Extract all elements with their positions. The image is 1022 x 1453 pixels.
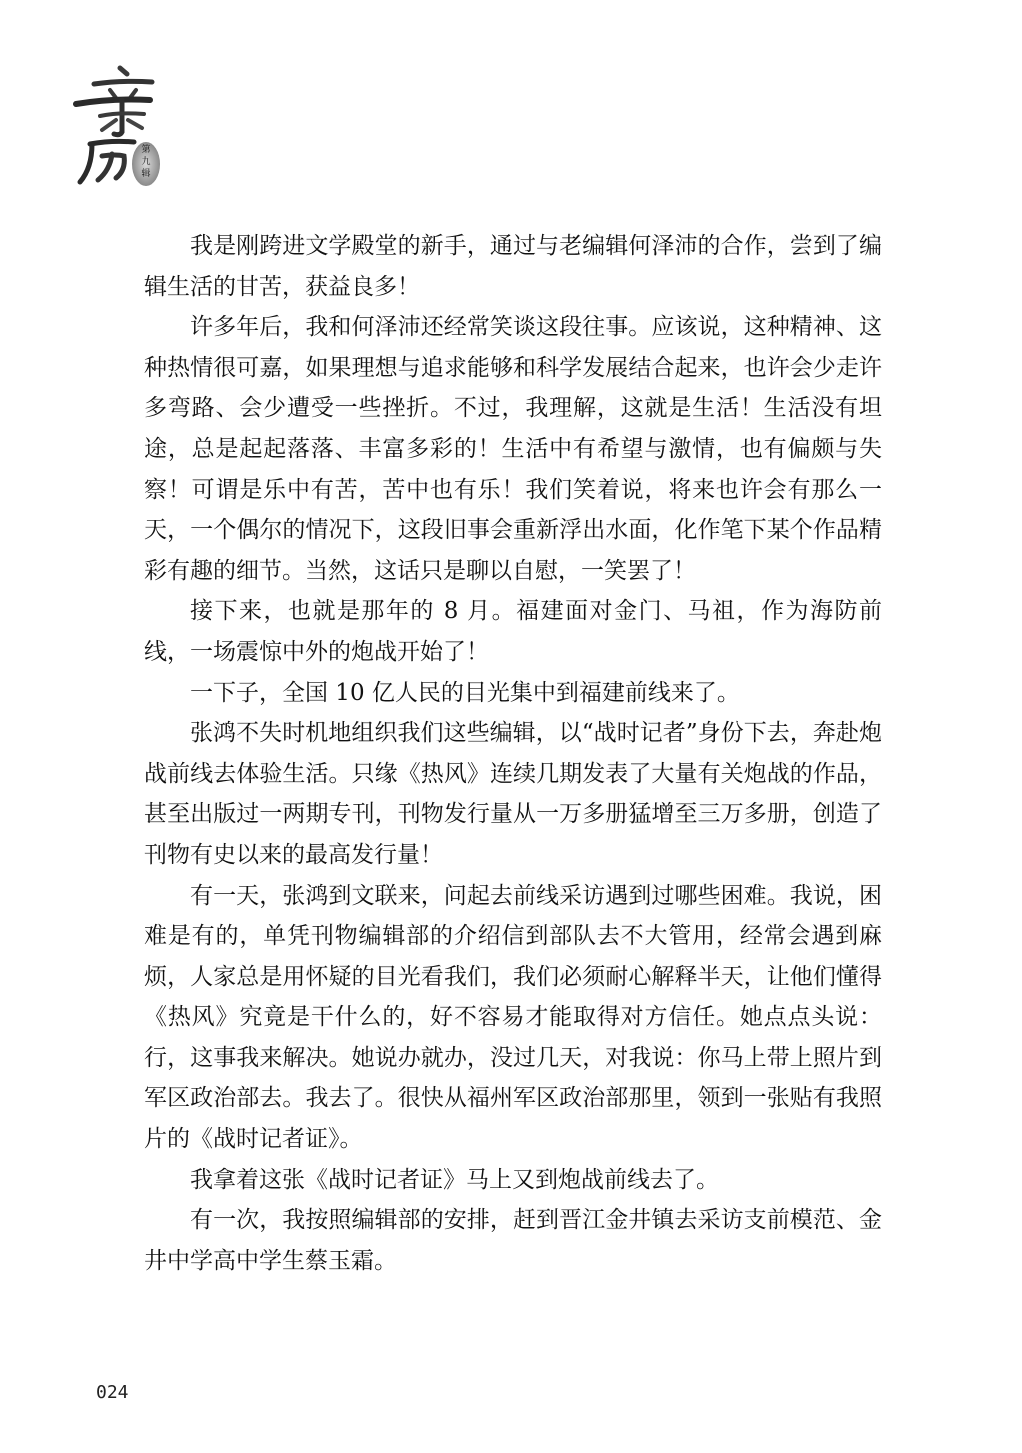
paragraph: 有一天，张鸿到文联来，问起去前线采访遇到过哪些困难。我说，困难是有的，单凭刊物编辑部的介绍信到部队去不大管用，经常会遇到麻烦，人家总是用怀疑的目光看我们，我们必须耐心解释半天，让他们懂得《热风》究竟是干什么的，好不容易才能取得对方信任。她点点头说：行，这事我来解决。她说办就办，没过几天，对我说：你马上带上照片到军区政治部去。我去了。很快从福州军区政治部那里，领到一张贴有我照片的《战时记者证》。 — [144, 882, 882, 1153]
book-logo-mark — [72, 60, 172, 190]
book-logo — [72, 60, 172, 190]
svg-text:辑: 辑 — [141, 169, 151, 179]
paragraph: 我拿着这张《战时记者证》马上又到炮战前线去了。 — [190, 1166, 719, 1193]
paragraph: 一下子，全国 10 亿人民的目光集中到福建前线来了。 — [190, 679, 740, 706]
svg-text:九: 九 — [141, 157, 151, 167]
page-number: 024 — [96, 1382, 129, 1403]
paragraph: 接下来，也就是那年的 8 月。福建面对金门、马祖，作为海防前线，一场震惊中外的炮战开始了！ — [144, 598, 882, 665]
svg-text:第: 第 — [141, 145, 151, 155]
paragraph: 我是刚跨进文学殿堂的新手，通过与老编辑何泽沛的合作，尝到了编辑生活的甘苦，获益良多！ — [144, 233, 882, 300]
paragraph: 有一次，我按照编辑部的安排，赶到晋江金井镇去采访支前模范、金井中学高中学生蔡玉霜。 — [144, 1207, 882, 1274]
paragraph: 张鸿不失时机地组织我们这些编辑，以“战时记者”身份下去，奔赴炮战前线去体验生活。只缘《热风》连续几期发表了大量有关炮战的作品，甚至出版过一两期专刊，刊物发行量从一万多册猛增至三万多册，创造了刊物有史以来的最高发行量！ — [144, 720, 882, 868]
paragraph: 许多年后，我和何泽沛还经常笑谈这段往事。应该说，这种精神、这种热情很可嘉，如果理想与追求能够和科学发展结合起来，也许会少走许多弯路、会少遭受一些挫折。不过，我理解，这就是生活！生活没有坦途，总是起起落落、丰富多彩的！生活中有希望与激情，也有偏颇与失察！可谓是乐中有苦，苦中也有乐！我们笑着说，将来也许会有那么一天，一个偶尔的情况下，这段旧事会重新浮出水面，化作笔下某个作品精彩有趣的细节。当然，这话只是聊以自慰，一笑罢了！ — [144, 314, 882, 584]
page-body — [144, 226, 882, 1281]
